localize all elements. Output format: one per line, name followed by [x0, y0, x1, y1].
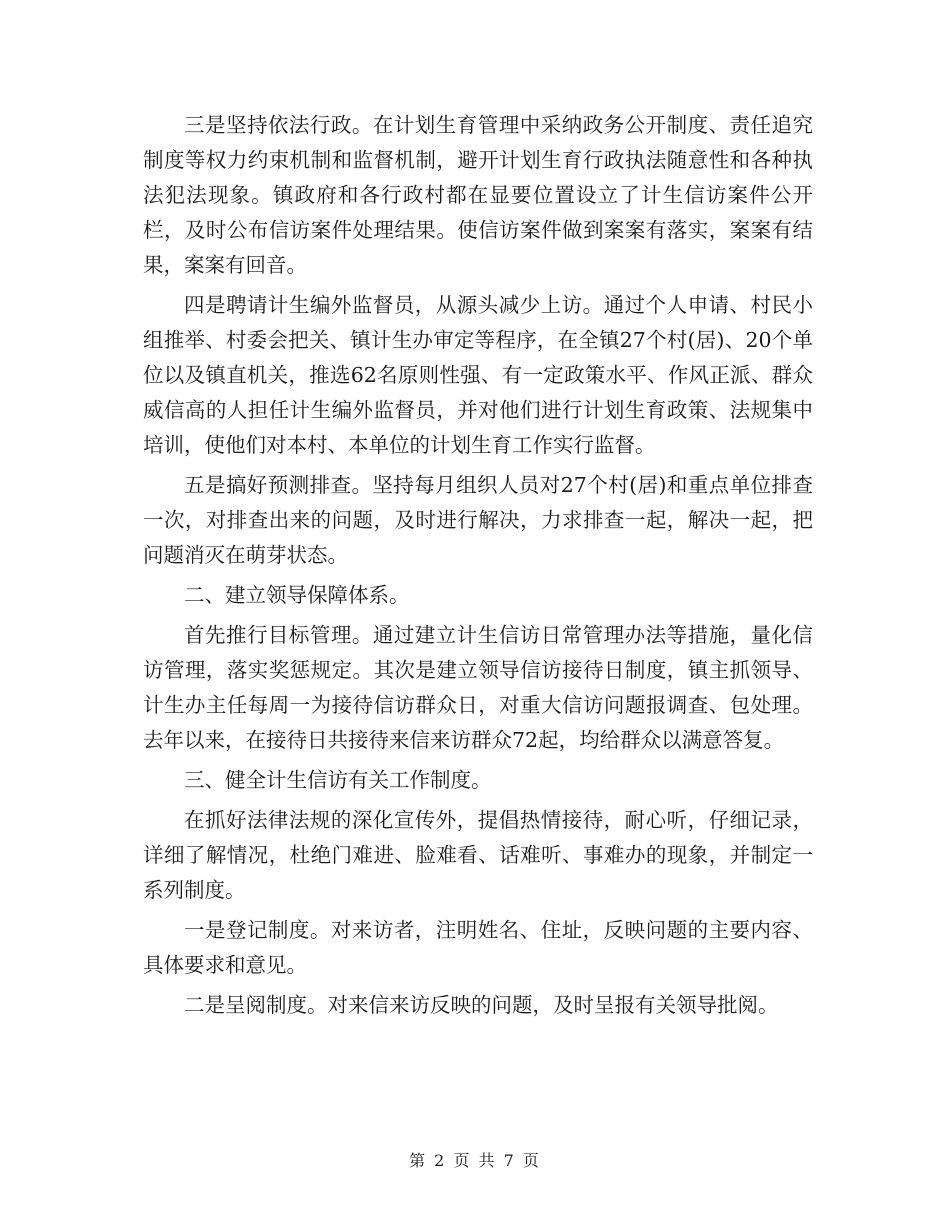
paragraph-rule-of-law: 三是坚持依法行政。在计划生育管理中采纳政务公开制度、责任追究制度等权力约束机制和监督机制，避开计划生育行政执法随意性和各种执法犯法现象。镇政府和各行政村都在显要位置设立了计生信访案件公开栏，及时公布信访案件处理结果。使信访案件做到案案有落实，案案有结果，案案有回音。	[143, 113, 813, 277]
paragraph-registration: 一是登记制度。对来访者，注明姓名、住址，反映问题的主要内容、具体要求和意见。	[143, 918, 813, 977]
paragraph-reception: 在抓好法律法规的深化宣传外，提倡热情接待，耐心听，仔细记录，详细了解情况，杜绝门难进、脸难看、话难听、事难办的现象，并制定一系列制度。	[143, 808, 813, 902]
paragraph-target-management: 首先推行目标管理。通过建立计生信访日常管理办法等措施，量化信访管理，落实奖惩规定。其次是建立领导信访接待日制度，镇主抓领导、计生办主任每周一为接待信访群众日，对重大信访问题报调查、包处理。去年以来，在接待日共接待来信来访群众72起，均给群众以满意答复。	[143, 623, 813, 752]
paragraph-review: 二是呈阅制度。对来信来访反映的问题，及时呈报有关领导批阅。	[184, 993, 779, 1017]
document-body	[143, 108, 813, 1028]
paragraph-supervisors: 四是聘请计生编外监督员，从源头减少上访。通过个人申请、村民小组推举、村委会把关、镇计生办审定等程序，在全镇27个村(居)、20个单位以及镇直机关，推选62名原则性强、有一定政策水平、作风正派、群众威信高的人担任计生编外监督员，并对他们进行计划生育政策、法规集中培训，使他们对本村、本单位的计划生育工作实行监督。	[143, 293, 813, 457]
section-heading-leadership: 二、建立领导保障体系。	[184, 583, 410, 607]
section-heading-work-system: 三、健全计生信访有关工作制度。	[184, 768, 492, 792]
page-number: 第 2 页 共 7 页	[409, 1151, 541, 1170]
paragraph-inspection: 五是搞好预测排查。坚持每月组织人员对27个村(居)和重点单位排查一次，对排查出来的问题，及时进行解决，力求排查一起，解决一起，把问题消灭在萌芽状态。	[143, 473, 813, 567]
